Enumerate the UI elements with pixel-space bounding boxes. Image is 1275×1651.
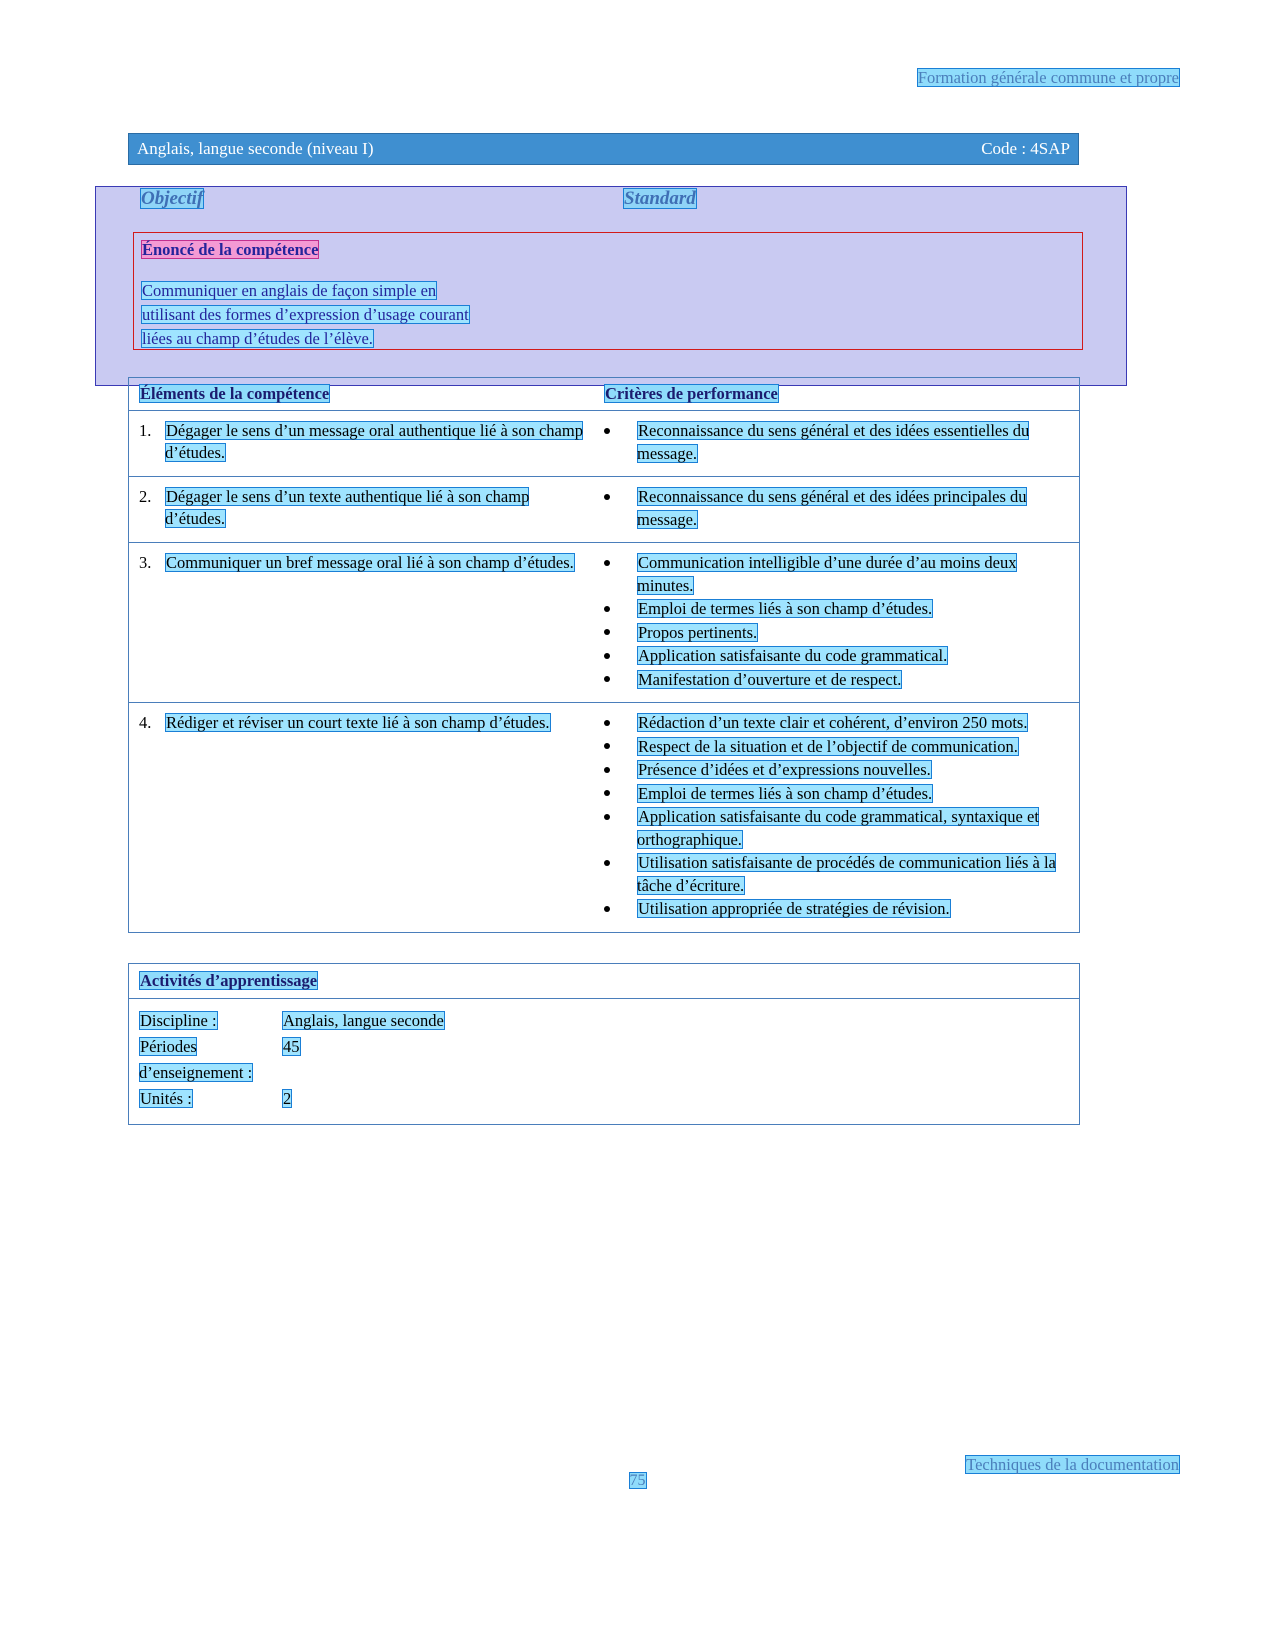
competency-element bbox=[129, 477, 596, 542]
competency-element bbox=[129, 411, 596, 476]
criterion-item bbox=[604, 622, 1069, 645]
table-row bbox=[129, 477, 1079, 543]
enonce-line: utilisant des formes d’expression d’usage courant bbox=[142, 305, 469, 324]
enonce-line: Communiquer en anglais de façon simple en bbox=[142, 281, 437, 300]
activity-value: 2 bbox=[283, 1089, 292, 1108]
bullet-icon bbox=[604, 712, 637, 735]
standard-heading bbox=[623, 188, 697, 210]
bullet-icon bbox=[604, 622, 637, 645]
criterion-item bbox=[604, 852, 1069, 897]
criterion-text: Reconnaissance du sens général et des idées principales du message. bbox=[637, 487, 1027, 529]
page-header-right-text: Formation générale commune et propre bbox=[917, 68, 1179, 87]
table-header-elements bbox=[129, 378, 596, 410]
activity-value: 45 bbox=[283, 1037, 300, 1056]
element-number: 2. bbox=[139, 487, 152, 506]
criterion-text: Application satisfaisante du code grammatical, syntaxique et orthographique. bbox=[637, 807, 1039, 849]
criterion-item bbox=[604, 898, 1069, 921]
competency-table bbox=[128, 377, 1080, 933]
criterion-item bbox=[604, 486, 1069, 531]
criterion-text: Utilisation appropriée de stratégies de révision. bbox=[638, 899, 950, 918]
objectif-heading bbox=[140, 188, 204, 210]
bullet-icon bbox=[604, 783, 637, 806]
activity-label: Unités : bbox=[140, 1089, 192, 1108]
learning-activities-title-text: Activités d’apprentissage bbox=[140, 971, 318, 990]
bullet-icon bbox=[604, 420, 637, 465]
activity-line bbox=[139, 1034, 1069, 1086]
criterion-item bbox=[604, 806, 1069, 851]
criterion-item bbox=[604, 669, 1069, 692]
page-footer-right bbox=[965, 1455, 1180, 1475]
table-row bbox=[129, 703, 1079, 932]
enonce-competence-text bbox=[141, 279, 601, 351]
table-row bbox=[129, 411, 1079, 477]
activity-line bbox=[139, 1086, 1069, 1112]
performance-criteria bbox=[596, 411, 1079, 476]
element-number: 1. bbox=[139, 421, 152, 440]
performance-criteria bbox=[596, 543, 1079, 702]
enonce-competence-title-text: Énoncé de la compétence bbox=[142, 240, 319, 259]
criterion-text: Reconnaissance du sens général et des idées essentielles du message. bbox=[637, 421, 1030, 463]
enonce-competence-title bbox=[141, 240, 319, 260]
table-header-criteria bbox=[596, 378, 1079, 410]
bullet-icon bbox=[604, 806, 637, 851]
performance-criteria bbox=[596, 703, 1079, 932]
course-title: Anglais, langue seconde (niveau I) bbox=[137, 139, 374, 158]
competency-element bbox=[129, 703, 596, 932]
criterion-item bbox=[604, 712, 1069, 735]
element-text: Rédiger et réviser un court texte lié à son champ d’études. bbox=[166, 713, 550, 732]
course-code: Code : 4SAP bbox=[981, 139, 1070, 158]
criterion-item bbox=[604, 736, 1069, 759]
bullet-icon bbox=[604, 486, 637, 531]
table-header-criteria-text: Critères de performance bbox=[605, 384, 778, 403]
page-number-text: 75 bbox=[629, 1472, 646, 1489]
element-text: Dégager le sens d’un texte authentique lié à son champ d’études. bbox=[165, 487, 530, 528]
bullet-icon bbox=[604, 645, 637, 668]
criterion-item bbox=[604, 420, 1069, 465]
bullet-icon bbox=[604, 759, 637, 782]
performance-criteria bbox=[596, 477, 1079, 542]
table-header-row bbox=[129, 378, 1079, 411]
learning-activities-box bbox=[128, 963, 1080, 1125]
criterion-text: Présence d’idées et d’expressions nouvelles. bbox=[638, 760, 931, 779]
criterion-text: Utilisation satisfaisante de procédés de communication liés à la tâche d’écriture. bbox=[637, 853, 1056, 895]
criterion-text: Application satisfaisante du code grammatical. bbox=[638, 646, 948, 665]
bullet-icon bbox=[604, 898, 637, 921]
criterion-text: Manifestation d’ouverture et de respect. bbox=[638, 669, 902, 689]
bullet-icon bbox=[604, 552, 637, 597]
criterion-item bbox=[604, 598, 1069, 621]
activity-value: Anglais, langue seconde bbox=[283, 1011, 444, 1030]
page-footer-right-text: Techniques de la documentation bbox=[966, 1455, 1179, 1474]
criterion-text: Emploi de termes liés à son champ d’études. bbox=[638, 783, 933, 803]
bullet-icon bbox=[604, 852, 637, 897]
criterion-item bbox=[604, 645, 1069, 668]
criterion-item bbox=[604, 783, 1069, 806]
criterion-item bbox=[604, 552, 1069, 597]
page-header-right bbox=[917, 68, 1180, 88]
activity-line bbox=[139, 1008, 1069, 1034]
bullet-icon bbox=[604, 736, 637, 759]
element-text: Communiquer un bref message oral lié à son champ d’études. bbox=[166, 553, 574, 572]
activity-label: Périodes d’enseignement : bbox=[139, 1037, 253, 1082]
bullet-icon bbox=[604, 598, 637, 621]
competency-element bbox=[129, 543, 596, 702]
criterion-item bbox=[604, 759, 1069, 782]
table-row bbox=[129, 543, 1079, 703]
table-header-elements-text: Éléments de la compétence bbox=[140, 384, 330, 403]
learning-activities-body bbox=[129, 999, 1079, 1124]
element-number: 3. bbox=[139, 553, 152, 572]
bullet-icon bbox=[604, 669, 637, 692]
enonce-line: liées au champ d’études de l’élève. bbox=[142, 329, 373, 348]
standard-heading-text: Standard bbox=[624, 188, 696, 209]
activity-label: Discipline : bbox=[140, 1011, 217, 1030]
learning-activities-title bbox=[129, 964, 1079, 999]
element-text: Dégager le sens d’un message oral authentique lié à son champ d’études. bbox=[165, 421, 583, 462]
criterion-text: Respect de la situation et de l’objectif de communication. bbox=[638, 736, 1018, 756]
criterion-text: Communication intelligible d’une durée d’au moins deux minutes. bbox=[637, 553, 1017, 595]
element-number: 4. bbox=[139, 713, 152, 732]
criterion-text: Rédaction d’un texte clair et cohérent, d’environ 250 mots. bbox=[638, 713, 1028, 732]
criterion-text: Emploi de termes liés à son champ d’études. bbox=[638, 599, 933, 618]
course-title-bar bbox=[128, 133, 1079, 165]
objectif-heading-text: Objectif bbox=[141, 188, 204, 209]
criterion-text: Propos pertinents. bbox=[638, 622, 758, 642]
